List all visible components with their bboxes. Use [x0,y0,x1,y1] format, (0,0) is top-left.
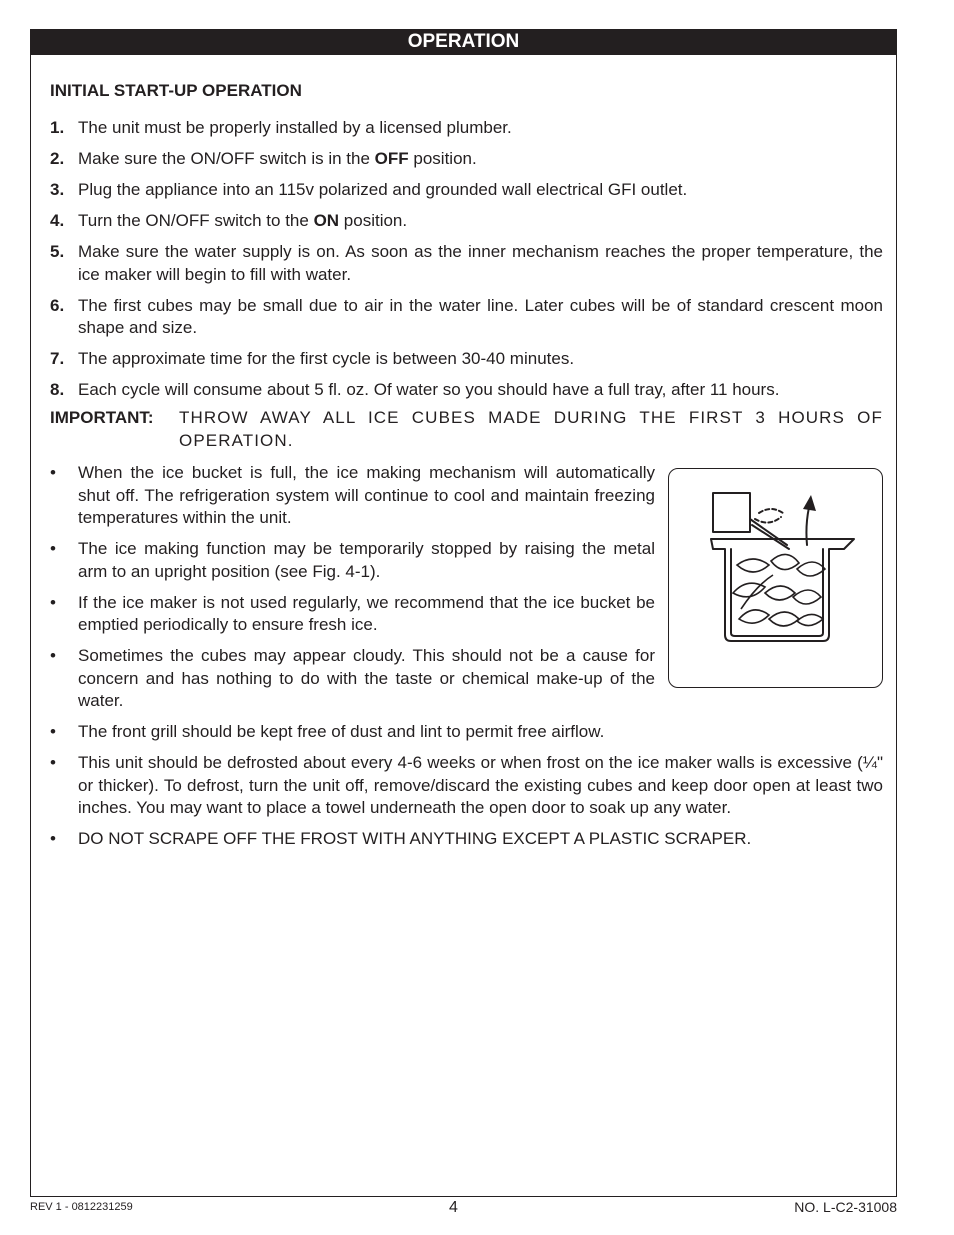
step-text: Plug the appliance into an 115v polarized and grounded wall electrical GFI outlet. [78,180,688,199]
list-item [50,828,883,851]
step-text: The first cubes may be small due to air in the water line. Later cubes will be of standard crescent moon shape and size. [78,295,883,337]
step-number: 4. [50,211,65,230]
arrow-head [803,495,816,511]
step-number: 1. [50,118,65,137]
bullet-text: Sometimes the cubes may appear cloudy. This should not be a cause for concern and has nothing to do with the taste or chemical make-up of the water. [78,646,655,710]
revision-number: REV 1 - 0812231259 [30,1201,133,1213]
bullet-text: The front grill should be kept free of dust and lint to permit free airflow. [78,722,605,741]
step-text: Each cycle will consume about 5 fl. oz. Of water so you should have a full tray, after 11 hours. [78,380,780,399]
step-item [50,379,883,402]
bullet-icon: • [50,592,56,612]
important-label: IMPORTANT: [50,408,154,427]
bullet-icon: • [50,722,56,741]
step-item [50,295,883,340]
step-item [50,179,883,202]
bullet-text: The ice making function may be temporarily stopped by raising the metal arm to an upright position (see Fig. 4-1). [78,539,655,581]
bullet-icon: • [50,646,56,665]
bullet-text: DO NOT SCRAPE OFF THE FROST WITH ANYTHING EXCEPT A PLASTIC SCRAPER. [78,829,752,848]
subsection-title: INITIAL START-UP OPERATION [50,81,302,100]
step-number: 5. [50,242,65,261]
step-text: Make sure the ON/OFF switch is in the OFF position. [78,149,477,168]
bullet-icon: • [50,463,56,482]
step-item [50,348,883,371]
document-number: NO. L-C2-31008 [794,1199,897,1215]
list-item [50,752,883,820]
step-number: 3. [50,180,65,199]
bullet-icon: • [50,539,56,558]
bullet-text: This unit should be defrosted about every 4-6 weeks or when frost on the ice maker walls is excessive (¼" or thicker). To defrost, turn the unit off, remove/discard the existing cubes and keep door open at least two inches. You may want to place a towel underneath the open door to soak up any water. [78,753,883,817]
page-number: 4 [449,1199,458,1216]
step-number: 2. [50,149,65,168]
step-number: 7. [50,349,65,368]
step-text: Make sure the water supply is on. As soon as the inner mechanism reaches the proper temperature, the ice maker will begin to fill with water. [78,242,883,284]
step-number: 6. [50,295,65,315]
important-text: THROW AWAY ALL ICE CUBES MADE DURING THE FIRST 3 HOURS OF OPERATION. [179,408,883,450]
ice-cubes [733,554,825,626]
step-number: 8. [50,380,65,399]
bullet-icon: • [50,829,56,848]
ice-maker-figure [668,468,883,688]
step-item [50,241,883,286]
ice-maker-bucket-illustration-icon [669,469,884,689]
bullet-text: When the ice bucket is full, the ice making mechanism will automatically shut off. The refrigeration system will continue to cool and maintain freezing temperatures within the unit. [78,463,655,527]
ice-maker-housing [713,493,750,532]
important-note [50,407,883,452]
step-text: The approximate time for the first cycle is between 30-40 minutes. [78,349,575,368]
step-item [50,148,883,171]
step-text: Turn the ON/OFF switch to the ON position. [78,211,408,230]
step-item [50,210,883,233]
startup-steps-list [50,117,883,410]
bullet-text: If the ice maker is not used regularly, we recommend that the ice bucket be emptied periodically to ensure fresh ice. [78,592,655,634]
step-item [50,117,883,140]
bullet-icon: • [50,753,56,772]
step-text: The unit must be properly installed by a licensed plumber. [78,118,512,137]
list-item [50,721,883,744]
section-header: OPERATION [30,29,897,55]
